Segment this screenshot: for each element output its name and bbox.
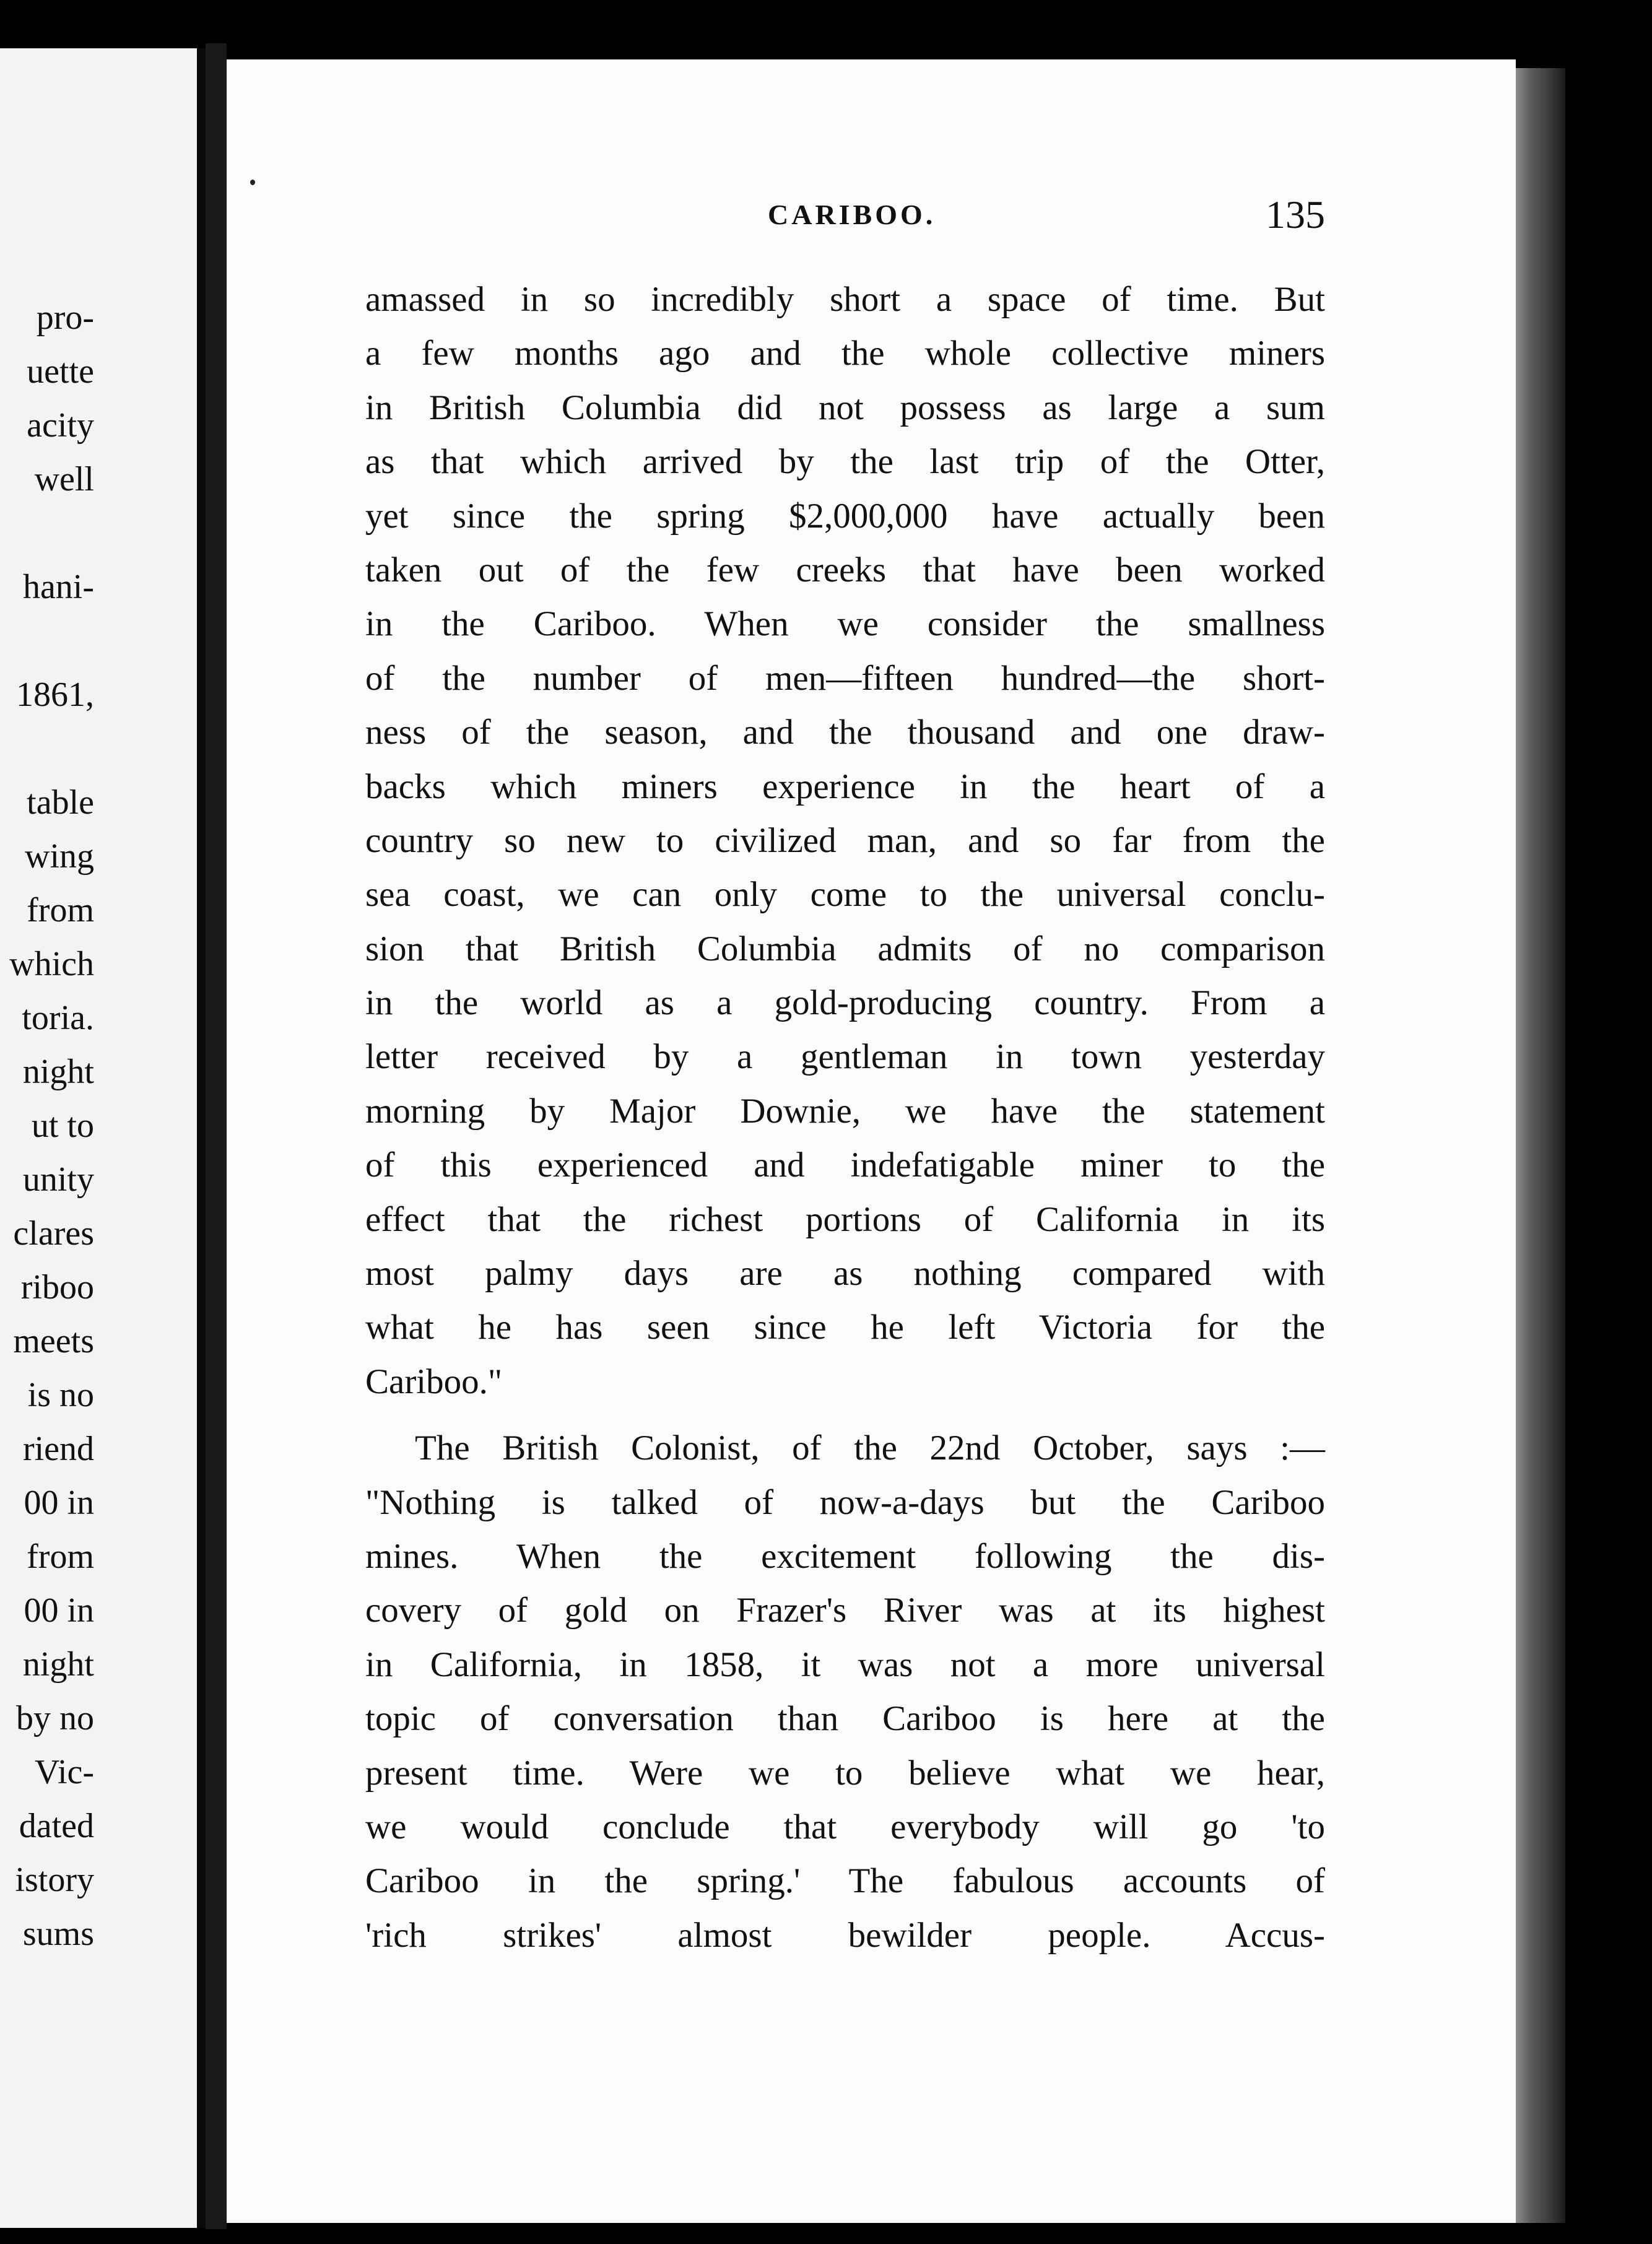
- text-line: a few months ago and the whole collective miners: [365, 334, 1325, 373]
- text-line: topic of conversation than Cariboo is here at the: [365, 1699, 1325, 1739]
- page-number: 135: [1266, 193, 1325, 237]
- paragraph: [365, 272, 1325, 1409]
- ink-speck: [250, 180, 255, 185]
- text-line: sion that British Columbia admits of no comparison: [365, 929, 1325, 968]
- text-line: mines. When the excitement following the dis-: [365, 1536, 1325, 1576]
- text-line: as that which arrived by the last trip of the Otter,: [365, 442, 1325, 482]
- facing-line: from: [27, 1537, 94, 1576]
- text-line: most palmy days are as nothing compared with: [365, 1254, 1325, 1294]
- facing-line: which: [9, 945, 94, 983]
- facing-line: night: [22, 1645, 94, 1684]
- facing-line: toria.: [22, 999, 94, 1037]
- text-line: effect that the richest portions of California in its: [365, 1199, 1325, 1239]
- page-stack-edge: [1516, 68, 1565, 2223]
- facing-line: 00 in: [24, 1591, 94, 1630]
- text-line: covery of gold on Frazer's River was at its highest: [365, 1591, 1325, 1630]
- facing-line: acity: [27, 406, 94, 445]
- text-line: yet since the spring $2,000,000 have actually been: [365, 496, 1325, 536]
- facing-line: table: [27, 783, 94, 822]
- book-gutter: [206, 43, 227, 2229]
- text-line: in the Cariboo. When we consider the smallness: [365, 604, 1325, 644]
- text-line: "Nothing is talked of now-a-days but the Cariboo: [365, 1482, 1325, 1522]
- facing-line: riboo: [20, 1268, 94, 1307]
- text-line: we would conclude that everybody will go 'to: [365, 1807, 1325, 1846]
- paragraph: [365, 1421, 1325, 1962]
- facing-line: meets: [13, 1322, 94, 1360]
- facing-line: [0, 507, 197, 560]
- facing-line: is no: [27, 1376, 94, 1414]
- text-line: of this experienced and indefatigable miner to the: [365, 1146, 1325, 1185]
- facing-line: unity: [22, 1160, 94, 1199]
- text-line: ness of the season, and the thousand and one draw-: [365, 713, 1325, 752]
- facing-line: Vic-: [34, 1753, 94, 1791]
- text-line: The British Colonist, of the 22nd October, says :—: [415, 1429, 1325, 1468]
- text-line: present time. Were we to believe what we hear,: [365, 1753, 1325, 1793]
- facing-line: 1861,: [16, 676, 94, 714]
- text-line: taken out of the few creeks that have been worked: [365, 550, 1325, 589]
- text-line: what he has seen since he left Victoria for the: [365, 1308, 1325, 1347]
- running-head: CARIBOO.: [768, 199, 936, 230]
- text-line: 'rich strikes' almost bewilder people. Accus-: [365, 1915, 1325, 1955]
- facing-line: dated: [19, 1807, 94, 1845]
- facing-line: [0, 614, 197, 668]
- facing-line: ut to: [31, 1107, 94, 1145]
- text-line: Cariboo in the spring.' The fabulous accounts of: [365, 1861, 1325, 1901]
- facing-line: from: [27, 891, 94, 929]
- text-line: amassed in so incredibly short a space of time. But: [365, 280, 1325, 319]
- facing-line: sums: [22, 1915, 94, 1953]
- facing-line: well: [34, 460, 94, 498]
- text-line: sea coast, we can only come to the universal conclu-: [365, 875, 1325, 915]
- text-line: letter received by a gentleman in town yesterday: [365, 1037, 1325, 1077]
- page-body: [365, 272, 1325, 1962]
- page-header: [768, 192, 1325, 241]
- facing-line: night: [22, 1053, 94, 1091]
- facing-page-text: [0, 291, 197, 1961]
- facing-line: wing: [25, 837, 94, 876]
- facing-line: by no: [16, 1699, 94, 1737]
- facing-line: hani-: [22, 568, 94, 606]
- text-line: backs which miners experience in the heart of a: [365, 767, 1325, 806]
- facing-line: riend: [22, 1430, 94, 1468]
- text-line: Cariboo.": [365, 1362, 503, 1401]
- facing-line: uette: [27, 352, 94, 391]
- facing-line: pro-: [36, 298, 94, 337]
- facing-line: istory: [15, 1861, 94, 1899]
- text-line: country so new to civilized man, and so far from the: [365, 820, 1325, 860]
- facing-line: [0, 722, 197, 776]
- text-line: in the world as a gold-producing country. From a: [365, 983, 1325, 1023]
- facing-line: clares: [13, 1214, 94, 1253]
- text-line: in California, in 1858, it was not a more universal: [365, 1645, 1325, 1684]
- text-line: in British Columbia did not possess as large a sum: [365, 388, 1325, 427]
- text-line: morning by Major Downie, we have the statement: [365, 1091, 1325, 1131]
- facing-page-edge: [197, 48, 206, 2228]
- text-line: of the number of men—fifteen hundred—the short-: [365, 658, 1325, 698]
- facing-line: 00 in: [24, 1484, 94, 1522]
